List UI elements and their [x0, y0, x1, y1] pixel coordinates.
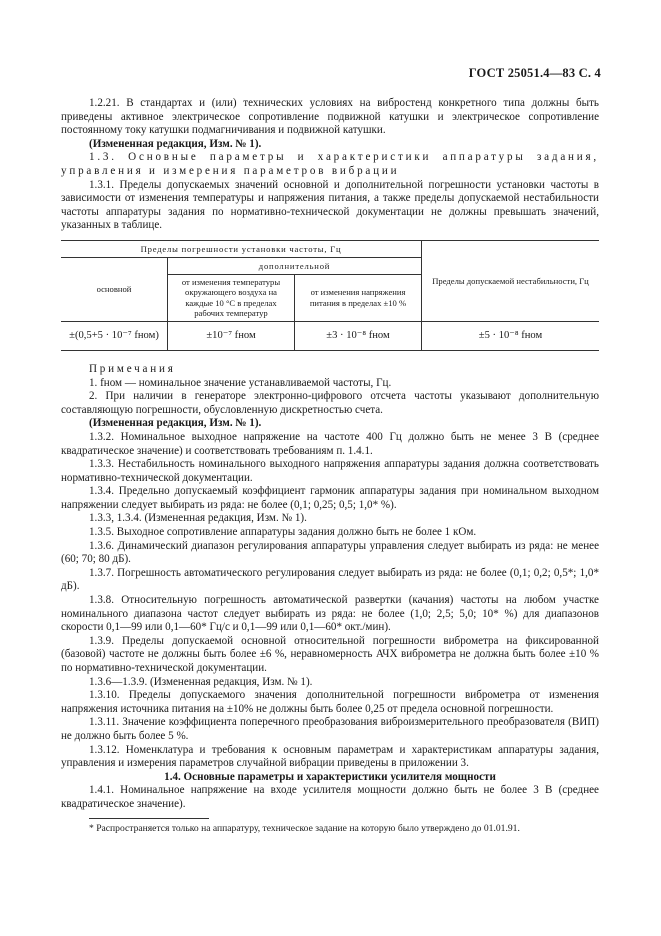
paragraph-11: 1.3.10. Пределы допускаемого значения дополнительной погрешности виброметра от изменения напряжения источника питания на ±10% не должны быть более 0,25 от предела основной погрешности. [61, 689, 599, 715]
paragraph-8: 1.3.8. Относительную погрешность автоматической развертки (качания) частоты на любом участке номинального диапазона частот следует выбирать из ряда: не более (1,0; 2,5; 5,0; 10* %) для диапазонов скорости 0,1—99 или 0,1—60* Гц/с и 0,1—99 или 0,1—60* окт./мин). [61, 594, 599, 634]
paragraph-1-2-21: 1.2.21. В стандартах и (или) технических условиях на вибростенд конкретного типа должны быть приведены активное электрическое сопротивление подвижной катушки и электрическое сопротивление постоянному току катушки подмагничивания и подвижной катушки. [61, 97, 599, 137]
table-header-voltage: от изменения напряжения питания в пределах ±10 % [295, 274, 422, 321]
table-header-instability: Пределы допускаемой нестабильности, Гц [422, 240, 600, 321]
paragraph-2: 1.3.3. Нестабильность номинального выходного напряжения аппаратуры задания должна соответствовать нормативно-технической документации. [61, 458, 599, 484]
paragraph-14: 1.4. Основные параметры и характеристики усилителя мощности [164, 770, 496, 783]
table-cell-instability: ±5 · 10⁻⁸ fном [422, 321, 600, 350]
paragraph-1-3-1: 1.3.1. Пределы допускаемых значений основной и дополнительной погрешности установки частоты в зависимости от изменения температуры и напряжения питания, а также пределы допускаемой нестабильности частоты аппаратуры задания по нормативно-технической документации не должны превышать значений, указанных в таблице. [61, 178, 599, 232]
footnote-divider [89, 818, 209, 819]
table-header-temperature: от изменения температуры окружающего воздуха на каждые 10 °С в пределах рабочих температур [168, 274, 295, 321]
paragraph-3: 1.3.4. Предельно допускаемый коэффициент гармоник аппаратуры задания при номинальном выходном напряжении следует выбирать из ряда: не более (0,1; 0,25; 0,5; 1,0* %). [61, 485, 599, 511]
amendment-note: (Измененная редакция, Изм. № 1). [89, 137, 262, 150]
paragraph-5: 1.3.5. Выходное сопротивление аппаратуры задания должно быть не более 1 кОм. [89, 526, 477, 539]
notes-title: Примечания [89, 362, 176, 375]
table-header-limits: Пределы погрешности установки частоты, Гц [61, 240, 422, 257]
paragraph-1: 1.3.2. Номинальное выходное напряжение на частоте 400 Гц должно быть не менее 3 В (среднее квадратическое значение) и соответствовать требованиям п. 1.4.1. [61, 430, 599, 457]
table-cell-voltage: ±3 · 10⁻⁸ fном [295, 321, 422, 350]
paragraph-4: 1.3.3, 1.3.4. (Измененная редакция, Изм. № 1). [89, 512, 307, 525]
page-header: ГОСТ 25051.4—83 С. 4 [468, 66, 601, 80]
paragraph-12: 1.3.11. Значение коэффициента поперечного преобразования виброизмерительного преобразователя (ВИП) не должно быть более 5 %. [61, 716, 599, 742]
note-2: 2. При наличии в генераторе электронно-цифрового отсчета частоты указывают дополнительную составляющую погрешности, обусловленную дискретностью счета. [61, 390, 599, 416]
main-content [61, 97, 599, 835]
paragraph-6: 1.3.6. Динамический диапазон регулирования аппаратуры управления следует выбирать из ряда: не менее (60; 70; 80 дБ). [61, 539, 599, 566]
frequency-error-table [61, 240, 599, 351]
table-cell-temperature: ±10⁻⁷ fном [168, 321, 295, 350]
paragraph-0: (Измененная редакция, Изм. № 1). [89, 417, 262, 430]
paragraph-13: 1.3.12. Номенклатура и требования к основным параметрам и характеристикам аппаратуры задания, управления и измерения параметров случайной вибрации приведены в приложении 3. [61, 743, 599, 770]
table-header-additional: дополнительной [168, 257, 422, 274]
note-1: 1. fном — номинальное значение устанавливаемой частоты, Гц. [89, 376, 392, 389]
table-cell-basic: ±(0,5+5 · 10⁻⁷ fном) [61, 321, 168, 350]
section-1-3-heading: 1.3. Основные параметры и характеристики аппаратуры задания, управления и измерения параметров вибрации [61, 151, 599, 177]
table-header-basic: основной [61, 257, 168, 321]
paragraph-9: 1.3.9. Пределы допускаемой основной относительной погрешности виброметра на фиксированной (базовой) частоте не должны быть более ±6 %, неравномерность АЧХ виброметра не должна быть более ±10 % по нормативно-технической документации. [61, 634, 599, 674]
footnote: * Распространяется только на аппаратуру, техническое задание на которую было утверждено до 01.01.91. [89, 822, 520, 834]
paragraph-15: 1.4.1. Номинальное напряжение на входе усилителя мощности должно быть не более 3 В (среднее квадратическое значение). [61, 784, 599, 810]
paragraph-7: 1.3.7. Погрешность автоматического регулирования следует выбирать из ряда: не более (0,1; 0,2; 0,5*; 1,0* дБ). [61, 566, 599, 593]
paragraph-10: 1.3.6—1.3.9. (Измененная редакция, Изм. № 1). [89, 675, 313, 688]
bottom-paragraphs [61, 417, 599, 811]
